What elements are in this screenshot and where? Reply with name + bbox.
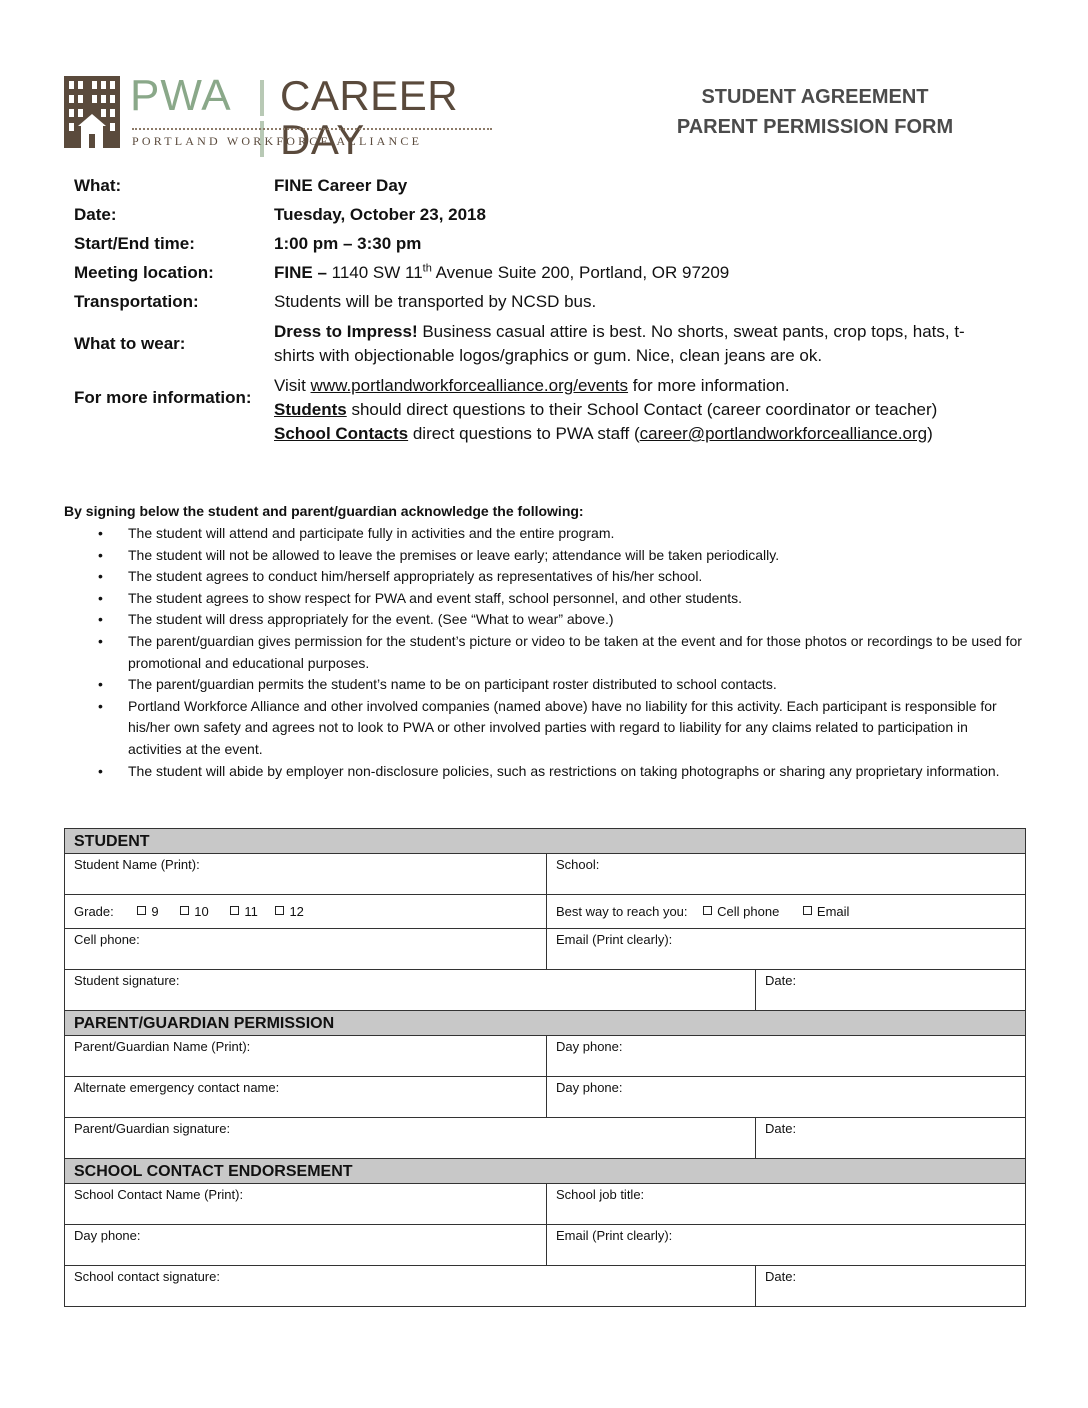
info-value: Tuesday, October 23, 2018 xyxy=(274,205,486,224)
logo-org-text: PORTLAND WORKFORCE ALLIANCE xyxy=(132,134,423,148)
logo-dotted-rule xyxy=(132,128,492,130)
info-label: What: xyxy=(74,176,122,195)
grade-12-checkbox[interactable] xyxy=(275,906,284,915)
info-label: Meeting location: xyxy=(74,263,214,282)
student-grade-row xyxy=(65,895,1025,929)
permission-form-table xyxy=(64,828,1026,1307)
grade-10-checkbox[interactable] xyxy=(180,906,189,915)
info-row-what xyxy=(74,174,1004,203)
info-row-location xyxy=(74,261,1004,290)
grade-option: 11 xyxy=(244,904,258,919)
cell-phone-checkbox[interactable] xyxy=(703,906,712,915)
info-row-transportation xyxy=(74,290,1004,320)
text: ) xyxy=(927,424,933,443)
info-value: FINE Career Day xyxy=(274,176,408,195)
student-signature-field[interactable]: Student signature: xyxy=(74,973,180,988)
text: Visit xyxy=(274,376,311,395)
info-value xyxy=(274,320,1004,368)
acknowledgement-list xyxy=(64,523,1024,782)
location-city: Avenue Suite 200, Portland, OR 97209 xyxy=(431,263,730,282)
cell-phone-field[interactable]: Cell phone: xyxy=(74,932,140,947)
school-date-field[interactable]: Date: xyxy=(755,1266,1025,1306)
more-info-line-3 xyxy=(274,422,1004,446)
info-row-more-information xyxy=(74,374,1004,446)
student-email-field[interactable]: Email (Print clearly): xyxy=(546,929,1025,969)
parent-signature-field[interactable]: Parent/Guardian signature: xyxy=(74,1121,231,1136)
event-info-table xyxy=(74,174,1004,446)
student-contact-row xyxy=(65,929,1025,970)
student-name-row xyxy=(65,854,1025,895)
form-title-line-2: PARENT PERMISSION FORM xyxy=(676,116,954,138)
alternate-contact-row xyxy=(65,1077,1025,1118)
building-icon xyxy=(64,76,120,148)
info-row-what-to-wear xyxy=(74,320,1004,374)
parent-name-field[interactable]: Parent/Guardian Name (Print): xyxy=(74,1039,251,1054)
logo-brand-text: PWA xyxy=(130,71,232,120)
info-label: For more information: xyxy=(74,388,252,407)
info-label: What to wear: xyxy=(74,334,186,353)
students-heading: Students xyxy=(274,400,347,419)
parent-day-phone-field[interactable]: Day phone: xyxy=(546,1036,1025,1076)
alternate-contact-field[interactable]: Alternate emergency contact name: xyxy=(74,1080,280,1095)
logo-event-text: CAREER DAY xyxy=(280,72,459,163)
school-field[interactable]: School: xyxy=(546,854,1025,894)
parent-signature-row xyxy=(65,1118,1025,1159)
list-item: • The student agrees to conduct him/herself appropriately as representatives of his/her school. xyxy=(128,566,1024,588)
student-date-field[interactable]: Date: xyxy=(755,970,1025,1010)
info-value xyxy=(274,374,1004,446)
grade-option: 9 xyxy=(151,904,159,919)
school-section-heading: SCHOOL CONTACT ENDORSEMENT xyxy=(65,1159,1025,1184)
parent-name-row xyxy=(65,1036,1025,1077)
acknowledgement-section xyxy=(64,501,1024,782)
list-item: • Portland Workforce Alliance and other involved companies (named above) have no liability for this activity. Each participant is responsible for his/her own safety and agrees not to look to PWA or other involved parties with regard to liability for any claims related to participation in activities at the event. xyxy=(128,696,1024,761)
list-item: • The student agrees to show respect for PWA and event staff, school personnel, and other students. xyxy=(128,588,1024,610)
grade-label: Grade: xyxy=(74,904,114,919)
dress-code-heading: Dress to Impress! xyxy=(274,322,418,341)
school-day-phone-field[interactable]: Day phone: xyxy=(74,1228,141,1243)
events-link[interactable]: www.portlandworkforcealliance.org/events xyxy=(310,376,629,395)
school-signature-field[interactable]: School contact signature: xyxy=(74,1269,220,1284)
logo-separator xyxy=(260,80,272,116)
student-name-field[interactable]: Student Name (Print): xyxy=(74,857,200,872)
school-contact-row xyxy=(65,1184,1025,1225)
student-section-heading: STUDENT xyxy=(65,829,1025,854)
grade-field xyxy=(65,895,546,928)
info-row-date xyxy=(74,203,1004,232)
list-item: • The student will dress appropriately for the event. (See “What to wear” above.) xyxy=(128,609,1024,631)
grade-option: 12 xyxy=(289,904,304,919)
career-email-link[interactable]: career@portlandworkforcealliance.org xyxy=(639,424,928,443)
text: for more information. xyxy=(628,376,790,395)
list-item: • The parent/guardian permits the student’s name to be on participant roster distributed to school contacts. xyxy=(128,674,1024,696)
form-title-line-1: STUDENT AGREEMENT xyxy=(701,86,929,108)
contact-preference-field xyxy=(546,895,1025,928)
info-value: 1:00 pm – 3:30 pm xyxy=(274,234,422,253)
school-job-title-field[interactable]: School job title: xyxy=(546,1184,1025,1224)
school-signature-row xyxy=(65,1266,1025,1306)
school-contact-name-field[interactable]: School Contact Name (Print): xyxy=(74,1187,244,1202)
dress-code-text: Business casual attire is best. No shorts, sweat pants, crop tops, hats, t-shirts with objectionable logos/graphics or gum. Nice, clean jeans are ok. xyxy=(274,322,965,365)
acknowledgement-title: By signing below the student and parent/guardian acknowledge the following: xyxy=(64,503,584,519)
info-label: Start/End time: xyxy=(74,234,195,253)
info-row-time xyxy=(74,232,1004,261)
alternate-day-phone-field[interactable]: Day phone: xyxy=(546,1077,1025,1117)
location-street: 1140 SW 11 xyxy=(331,263,423,282)
info-value: Students will be transported by NCSD bus. xyxy=(274,292,597,311)
list-item: • The student will abide by employer non-disclosure policies, such as restrictions on taking photographs or sharing any proprietary information. xyxy=(128,761,1024,783)
contact-option: Cell phone xyxy=(717,904,780,919)
grade-11-checkbox[interactable] xyxy=(230,906,239,915)
info-label: Transportation: xyxy=(74,292,199,311)
school-contacts-heading: School Contacts xyxy=(274,424,409,443)
location-venue: FINE – xyxy=(274,263,332,282)
info-value xyxy=(274,261,1004,290)
pwa-career-day-logo xyxy=(64,71,544,163)
contact-preference-label: Best way to reach you: xyxy=(556,904,688,919)
school-email-field[interactable]: Email (Print clearly): xyxy=(546,1225,1025,1265)
list-item: • The student will not be allowed to leave the premises or leave early; attendance will be taken periodically. xyxy=(128,545,1024,567)
list-item: • The parent/guardian gives permission for the student’s picture or video to be taken at the event and for those photos or recordings to be used for promotional and educational purposes. xyxy=(128,631,1024,674)
parent-date-field[interactable]: Date: xyxy=(755,1118,1025,1158)
contact-option: Email xyxy=(816,904,850,919)
info-label: Date: xyxy=(74,205,117,224)
more-info-line-2 xyxy=(274,398,1004,422)
location-ordinal: th xyxy=(422,262,432,275)
grade-9-checkbox[interactable] xyxy=(137,906,146,915)
form-title xyxy=(640,82,990,142)
parent-section-heading: PARENT/GUARDIAN PERMISSION xyxy=(65,1011,1025,1036)
email-checkbox[interactable] xyxy=(803,906,812,915)
student-signature-row xyxy=(65,970,1025,1011)
text: direct questions to PWA staff ( xyxy=(408,424,640,443)
grade-option: 10 xyxy=(194,904,209,919)
text: should direct questions to their School Contact (career coordinator or teacher) xyxy=(346,400,938,419)
list-item: • The student will attend and participate fully in activities and the entire program. xyxy=(128,523,1024,545)
more-info-line-1 xyxy=(274,374,1004,398)
school-phone-row xyxy=(65,1225,1025,1266)
